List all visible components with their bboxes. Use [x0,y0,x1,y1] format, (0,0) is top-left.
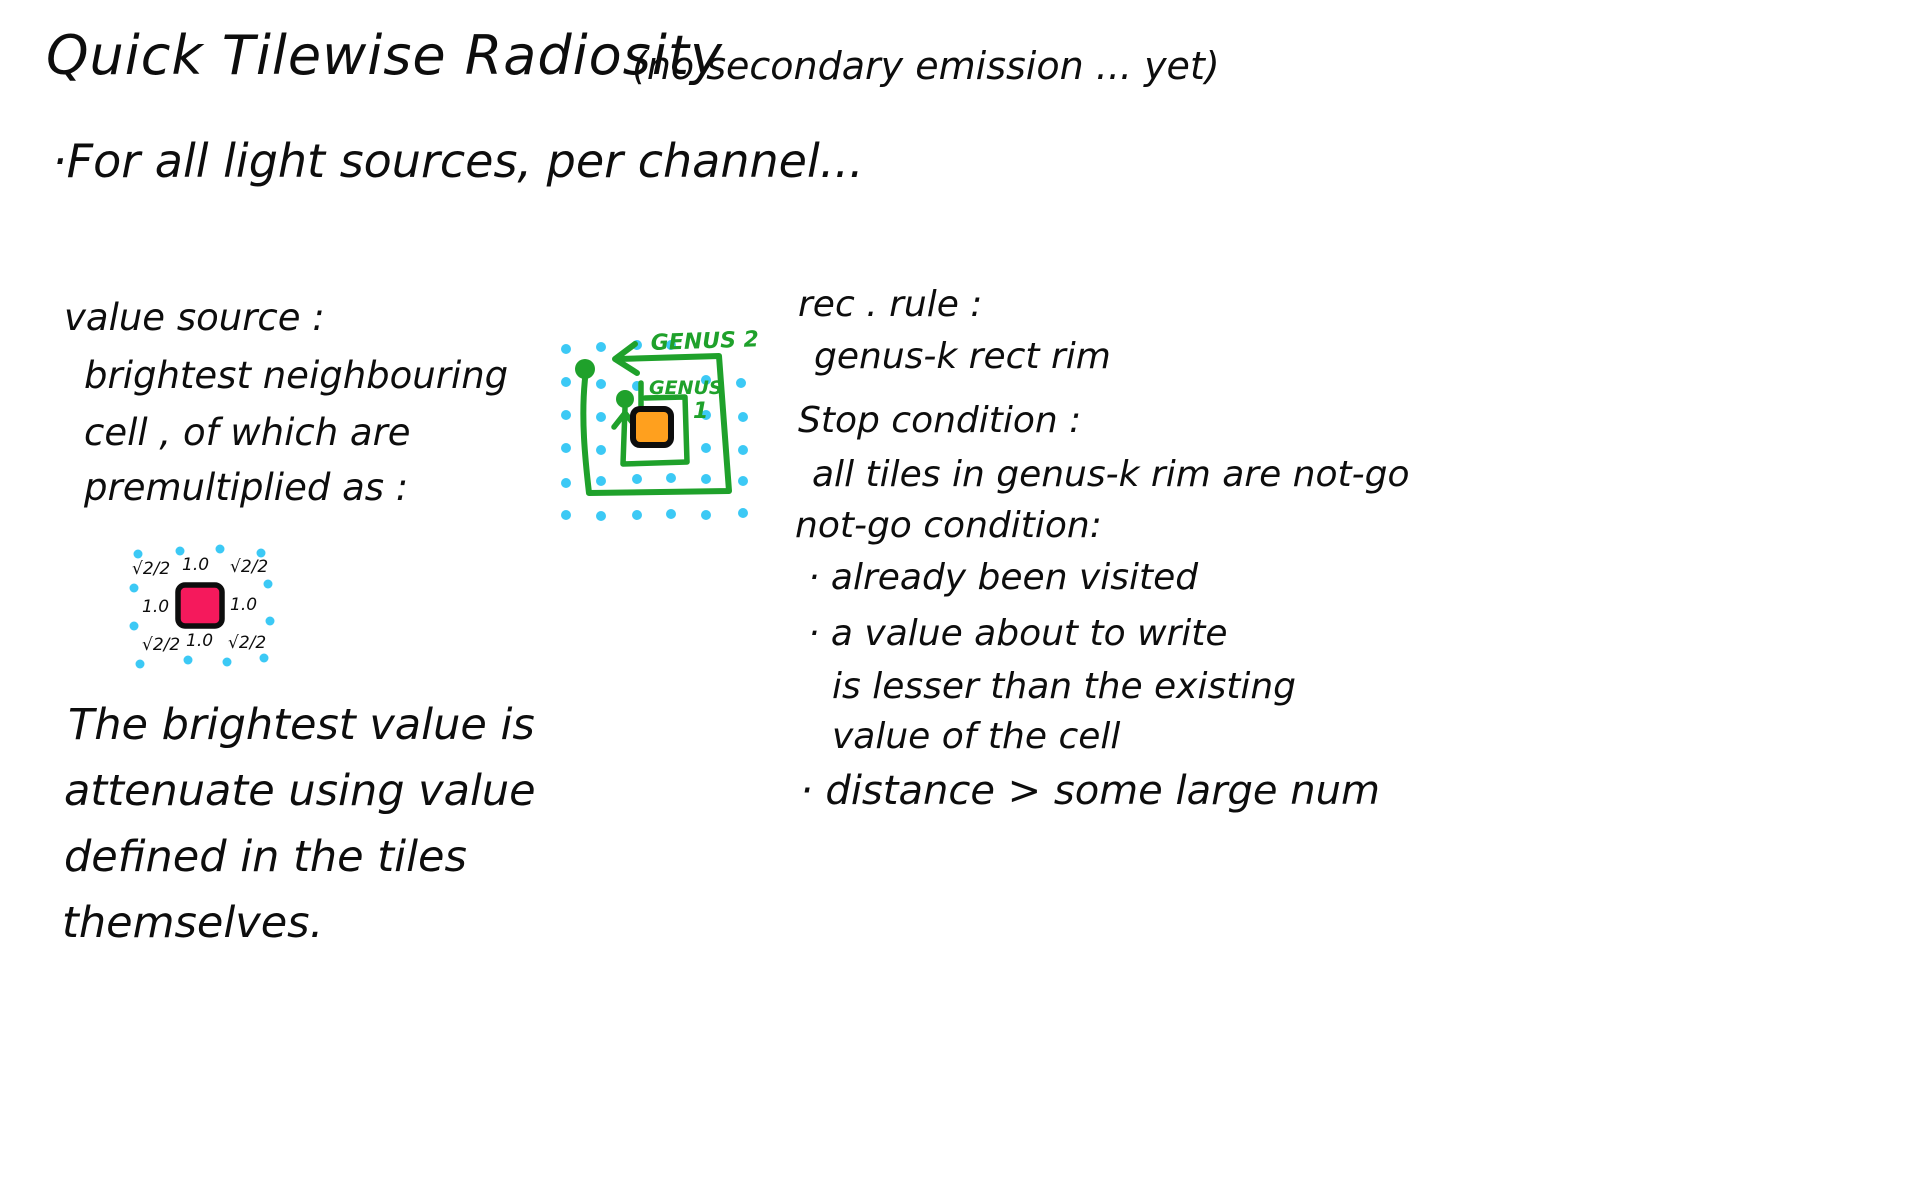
kernel-value-mid-right: 1.0 [230,595,258,615]
premultiplier-kernel-diagram [120,540,280,680]
value-source-line-2: brightest neighbouring [84,354,509,397]
genus-1-label: GENUS [649,377,723,399]
notgo-bullet-lesser-line-3: value of the cell [832,716,1121,757]
kernel-value-bottom-center: 1.0 [186,631,214,651]
genus-1-number: 1 [693,399,709,424]
attenuation-note-line-3: defined in the tiles [64,832,467,882]
value-source-heading: value source : [64,296,325,339]
kernel-value-top-center: 1.0 [182,555,210,575]
genus-2-label: GENUS 2 [650,327,760,356]
source-cell-square [178,585,222,626]
kernel-value-top-left: √2/2 [132,559,171,579]
page-subtitle: (no secondary emission ... yet) [632,44,1220,88]
kernel-value-bottom-right: √2/2 [228,633,267,653]
kernel-value-bottom-left: √2/2 [142,635,181,655]
attenuation-note-line-1: The brightest value is [68,700,535,750]
kernel-value-top-right: √2/2 [230,557,269,577]
notgo-bullet-lesser-line-2: is lesser than the existing [832,666,1297,707]
notgo-bullet-lesser-line-1: · a value about to write [808,613,1228,654]
notgo-bullet-distance: · distance > some large num [800,768,1380,814]
center-tile-square [633,409,671,445]
notgo-condition-heading: not-go condition: [795,505,1102,546]
page-title: Quick Tilewise Radiosity [46,24,723,87]
stop-condition-heading: Stop condition : [798,400,1082,441]
attenuation-note-line-2: attenuate using value [64,766,536,816]
attenuation-note-line-4: themselves. [62,898,324,948]
value-source-line-4: premultiplied as : [84,466,409,509]
intro-bullet-line: ·For all light sources, per channel... [52,134,864,188]
rec-rule-heading: rec . rule : [798,284,983,325]
value-source-line-3: cell , of which are [84,411,411,454]
kernel-value-mid-left: 1.0 [142,597,170,617]
stop-condition-body: all tiles in genus-k rim are not-go [812,454,1410,495]
rec-rule-body: genus-k rect rim [814,336,1111,377]
genus-rim-diagram [553,323,793,535]
notgo-bullet-visited: · already been visited [808,557,1199,598]
